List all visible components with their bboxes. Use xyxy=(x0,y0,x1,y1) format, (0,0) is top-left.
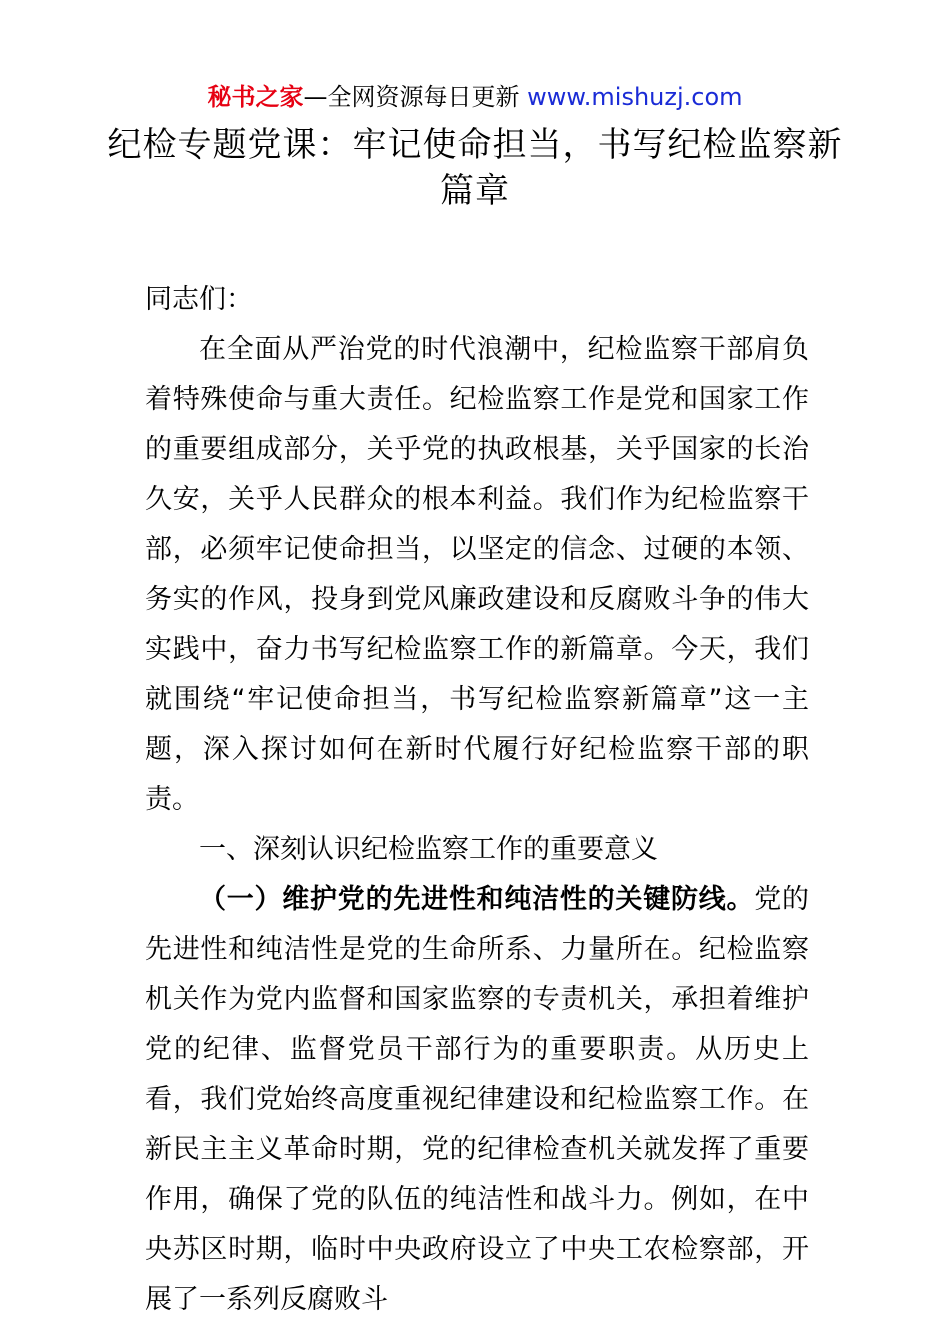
brand-name: 秘书之家 xyxy=(207,83,304,111)
document-body xyxy=(145,275,809,1325)
section-heading-one: 一、深刻认识纪检监察工作的重要意义 xyxy=(199,834,658,865)
header-tagline: —全网资源每日更新 xyxy=(303,83,520,111)
subsection-paragraph xyxy=(145,875,809,1325)
subsection-heading: （一）维护党的先进性和纯洁性的关键防线。 xyxy=(199,884,755,915)
intro-paragraph: 在全面从严治党的时代浪潮中，纪检监察干部肩负着特殊使命与重大责任。纪检监察工作是党和国家工作的重要组成部分，关乎党的执政根基，关乎国家的长治久安，关乎人民群众的根本利益。我们作为纪检监察干部，必须牢记使命担当，以坚定的信念、过硬的本领、务实的作风，投身到党风廉政建设和反腐败斗争的伟大实践中，奋力书写纪检监察工作的新篇章。今天，我们就围绕“牢记使命担当，书写纪检监察新篇章”这一主题，深入探讨如何在新时代履行好纪检监察干部的职责。 xyxy=(145,334,809,815)
subsection-body: 党的先进性和纯洁性是党的生命所系、力量所在。纪检监察机关作为党内监督和国家监察的专责机关，承担着维护党的纪律、监督党员干部行为的重要职责。从历史上看，我们党始终高度重视纪律建设和纪检监察工作。在新民主主义革命时期，党的纪律检查机关就发挥了重要作用，确保了党的队伍的纯洁性和战斗力。例如，在中央苏区时期，临时中央政府设立了中央工农检察部，开展了一系列反腐败斗 xyxy=(145,884,810,1315)
document-title: 纪检专题党课：牢记使命担当，书写纪检监察新篇章 xyxy=(107,125,843,211)
site-url-link[interactable]: www.mishuzj.com xyxy=(527,83,743,111)
salutation: 同志们： xyxy=(145,284,253,315)
site-header xyxy=(0,80,950,114)
